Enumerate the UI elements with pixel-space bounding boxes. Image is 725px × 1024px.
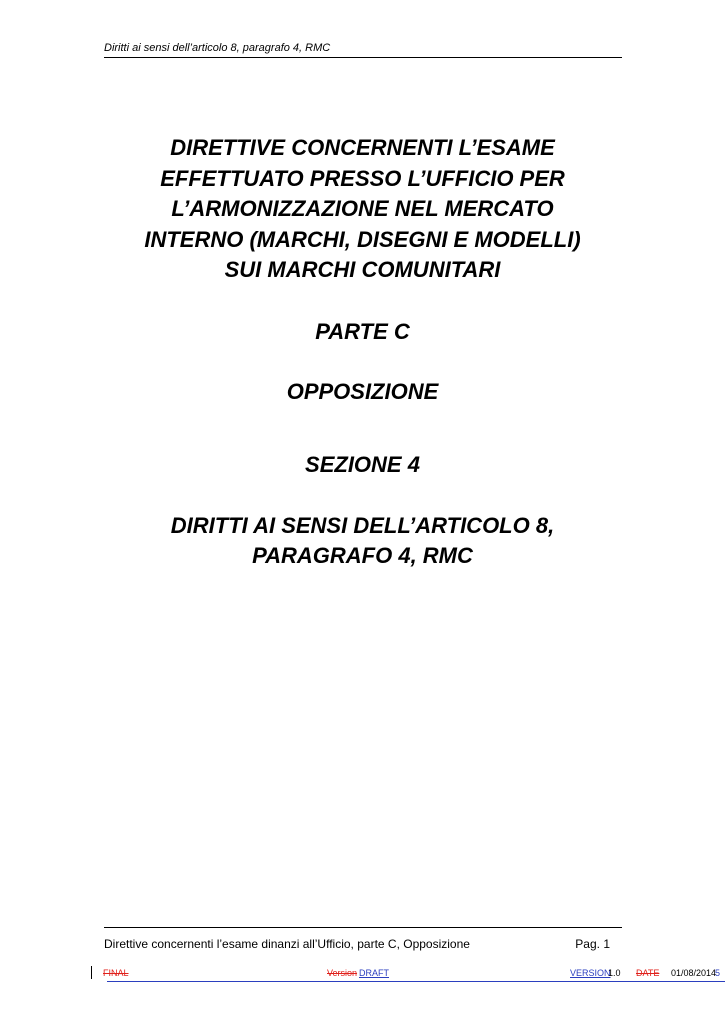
section-heading: SEZIONE 4 [305,452,420,477]
deleted-date-label: DATE [636,968,660,978]
inserted-date-digit: 5 [715,968,721,978]
footer-text: Direttive concernenti l’esame dinanzi all’Ufficio, parte C, Opposizione [104,937,470,951]
revision-underline [107,981,725,982]
version-number: 1.0 [608,968,621,978]
inserted-draft: DRAFT [359,968,389,978]
revision-date: 01/08/2014 [671,968,717,978]
page-footer [104,927,622,951]
deleted-final: FINAL [103,968,129,978]
section-title [60,511,665,571]
running-header: Diritti ai sensi dell’articolo 8, paragrafo 4, RMC [104,42,622,58]
title-line: DIRETTIVE CONCERNENTI L’ESAME [170,135,555,160]
page-number: Pag. 1 [575,937,610,951]
title-line: EFFETTUATO PRESSO L’UFFICIO PER [160,165,565,191]
change-bar-mark [91,966,92,979]
part-heading: PARTE C [315,319,410,344]
document-title [60,133,665,286]
version-label: VERSION [570,968,611,978]
revision-bar [91,964,725,982]
part-title: OPPOSIZIONE [286,379,439,404]
title-line: SUI MARCHI COMUNITARI [224,257,501,283]
section-title-line: PARAGRAFO 4, RMC [252,543,473,568]
section-title-line: DIRITTI AI SENSI DELL’ARTICOLO 8, [170,513,555,538]
title-line: INTERNO (MARCHI, DISEGNI E MODELLI) [144,226,581,252]
title-line: L’ARMONIZZAZIONE NEL MERCATO [171,196,554,222]
deleted-version: Version [327,968,358,978]
